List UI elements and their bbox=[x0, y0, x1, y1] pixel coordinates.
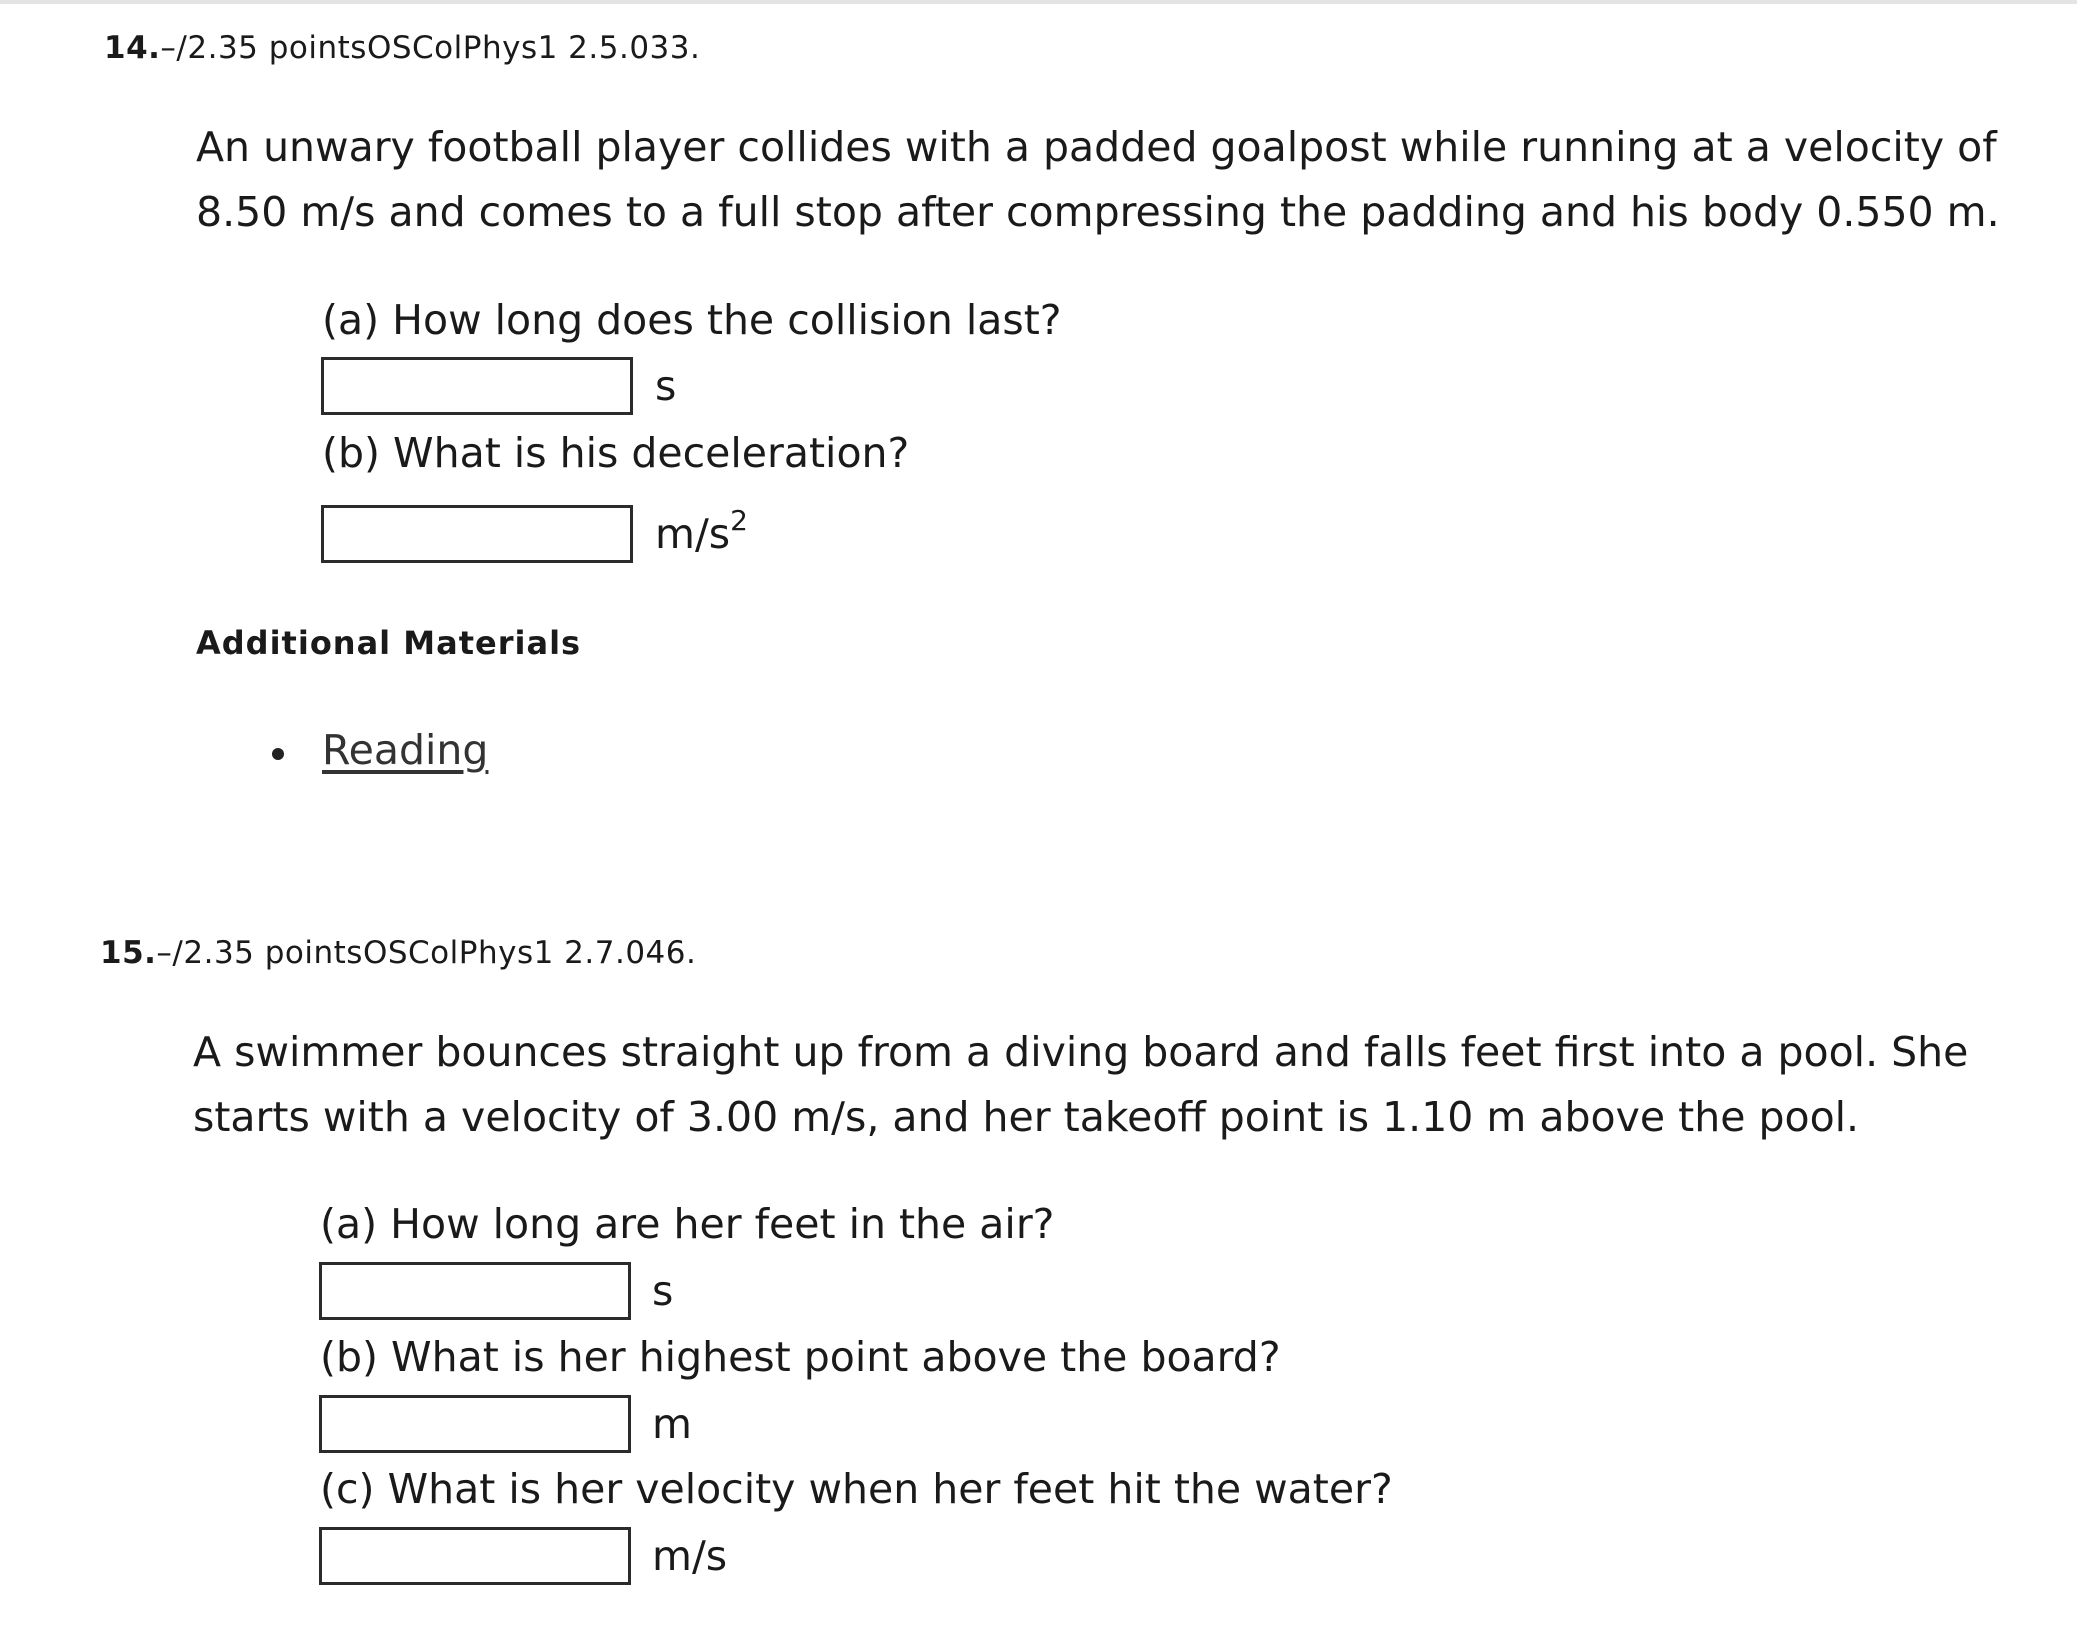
additional-materials-heading: Additional Materials bbox=[196, 624, 582, 662]
question-15-part-b-unit: m bbox=[652, 1400, 692, 1448]
question-15-part-a-label: (a) How long are her feet in the air? bbox=[320, 1200, 1055, 1248]
question-14-number: 14. bbox=[104, 30, 161, 66]
reading-link[interactable]: Reading bbox=[322, 726, 489, 774]
question-14-part-b-label: (b) What is his deceleration? bbox=[322, 429, 910, 477]
question-15-text bbox=[193, 1020, 1968, 1150]
question-15-header bbox=[100, 935, 696, 971]
top-divider bbox=[0, 0, 2077, 4]
question-15-part-b-label: (b) What is her highest point above the board? bbox=[320, 1333, 1281, 1381]
question-14-part-b-unit-base: m/s bbox=[655, 510, 731, 558]
question-15-number: 15. bbox=[100, 935, 157, 971]
reading-bullet bbox=[272, 748, 284, 760]
question-14-meta: –/2.35 pointsOSColPhys1 2.5.033. bbox=[160, 30, 701, 66]
question-15-part-c-label: (c) What is her velocity when her feet hit the water? bbox=[320, 1465, 1393, 1513]
question-14-part-a-unit: s bbox=[655, 362, 677, 410]
question-15-part-c-answer-input[interactable] bbox=[319, 1527, 631, 1585]
question-15-part-a-answer-input[interactable] bbox=[319, 1262, 631, 1320]
question-14-part-a-label: (a) How long does the collision last? bbox=[322, 296, 1062, 344]
question-14-part-b-unit-exponent: 2 bbox=[730, 504, 748, 537]
question-14-header bbox=[104, 30, 700, 66]
question-14-part-a-answer-input[interactable] bbox=[321, 357, 633, 415]
question-15-part-c-unit: m/s bbox=[652, 1532, 728, 1580]
question-14-text-line-2: 8.50 m/s and comes to a full stop after compressing the padding and his body 0.550 m. bbox=[196, 188, 2000, 236]
question-15-part-a-unit: s bbox=[652, 1267, 674, 1315]
question-15-text-line-2: starts with a velocity of 3.00 m/s, and her takeoff point is 1.10 m above the pool. bbox=[193, 1093, 1860, 1141]
question-14-part-b-answer-input[interactable] bbox=[321, 505, 633, 563]
question-14-text-line-1: An unwary football player collides with a padded goalpost while running at a velocity of bbox=[196, 123, 1997, 171]
question-15-meta: –/2.35 pointsOSColPhys1 2.7.046. bbox=[156, 935, 697, 971]
question-14-part-b-unit bbox=[655, 504, 748, 558]
question-15-part-b-answer-input[interactable] bbox=[319, 1395, 631, 1453]
question-15-text-line-1: A swimmer bounces straight up from a diving board and falls feet first into a pool. She bbox=[193, 1028, 1969, 1076]
question-14-text bbox=[196, 115, 2000, 245]
